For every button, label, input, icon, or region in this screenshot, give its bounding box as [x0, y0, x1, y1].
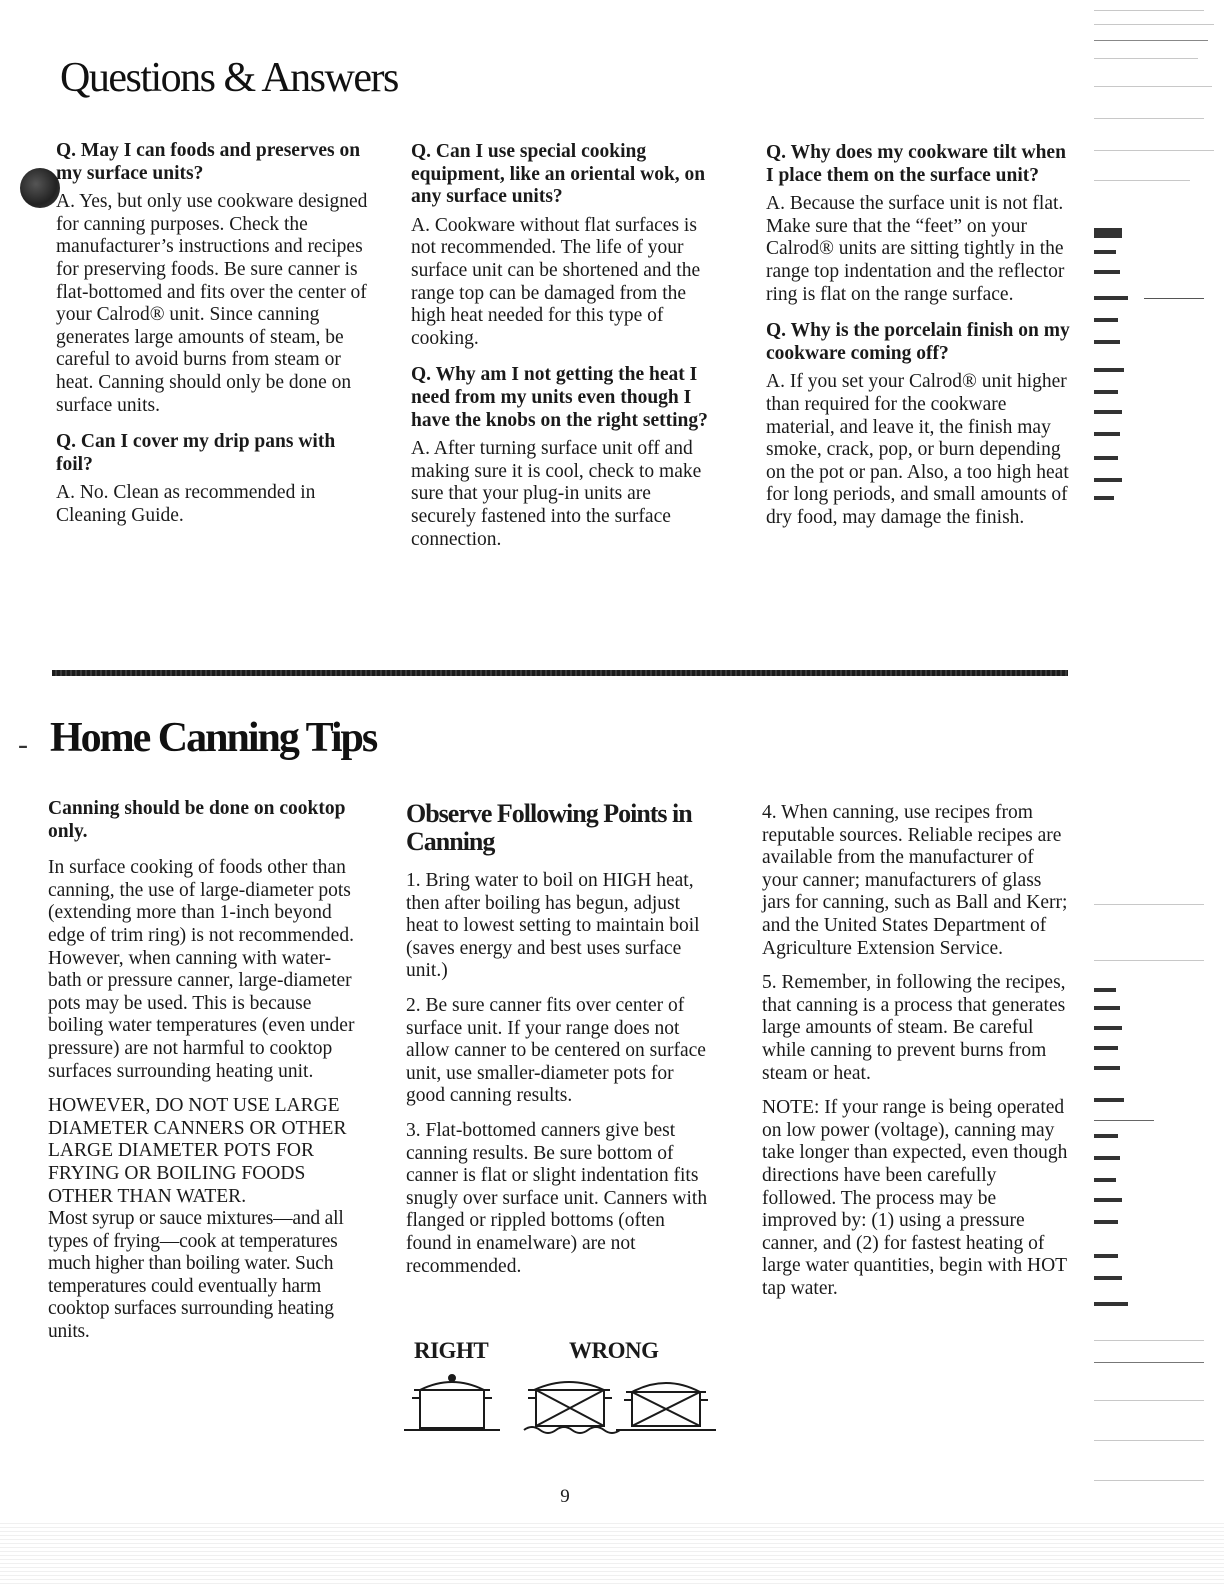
answer-5: A. Because the surface unit is not flat. Make sure that the “feet” on your Calrod® units are sitting tightly in the range top indentation and the reflector ring is flat on the range surface.	[766, 193, 1065, 305]
question-6: Q. Why is the porcelain finish on my cookware coming off?	[766, 320, 1070, 364]
point-4: 4. When canning, use recipes from reputable sources. Reliable recipes are available from the manufacturer of your canner; manufacturers of glass jars for canning, such as Ball and Kerr; and the United States Department of Agriculture Extension Service.	[762, 802, 1068, 959]
observe-heading: Observe Following Points in Canning	[406, 799, 692, 856]
canning-column-1	[48, 798, 360, 1356]
point-1: 1. Bring water to boil on HIGH heat, then after boiling has begun, adjust heat to lowest setting to maintain boil (saves energy and best uses surface unit.)	[406, 870, 700, 982]
scanned-page-edge	[1088, 0, 1224, 1584]
answer-3: A. Cookware without flat surfaces is not recommended. The life of your surface unit can be shortened and the range top can be damaged from the high heat needed for this type of cooking.	[411, 214, 701, 349]
qa-column-1	[56, 140, 368, 542]
question-4: Q. Why am I not getting the heat I need from my units even though I have the knobs on the right setting?	[411, 364, 708, 431]
qa-column-2	[411, 141, 716, 565]
qa-column-3	[766, 142, 1076, 544]
canning-paragraph-2: Most syrup or sauce mixtures—and all types of frying—cook at temperatures much higher than boiling water. Such temperatures could eventually harm cooktop surfaces surrounding heating units.	[48, 1208, 344, 1343]
answer-6: A. If you set your Calrod® unit higher than required for the cookware material, and leave it, the finish may smoke, crack, pop, or burn depending on the pot or pan. Also, a too high heat for long periods, and small amounts of dry food, may damage the finish.	[766, 371, 1069, 528]
question-5: Q. Why does my cookware tilt when I place them on the surface unit?	[766, 142, 1066, 186]
question-2: Q. Can I cover my drip pans with foil?	[56, 431, 336, 475]
margin-dash: -	[18, 728, 28, 761]
wrong-canner-icon	[524, 1382, 620, 1433]
correct-canner-icon	[404, 1375, 500, 1430]
answer-2: A. No. Clean as recommended in Cleaning Guide.	[56, 482, 316, 526]
section-title-home-canning-tips: Home Canning Tips	[50, 715, 377, 761]
canning-note: NOTE: If your range is being operated on low power (voltage), canning may take longer than expected, even though directions have been carefully followed. The process may be improved by: (1) using a pressure canner, and (2) for fastest heating of large water quantities, begin with HOT tap water.	[762, 1097, 1068, 1299]
canning-paragraph-1: In surface cooking of foods other than canning, the use of large-diameter pots (extending more than 1-inch beyond edge of trim ring) is not recommended. However, when canning with water-bath or pressure canner, large-diameter pots may be used. This is because boiling water temperatures (even under pressure) are not harmful to cooktop surfaces surrounding heating unit.	[48, 857, 355, 1082]
answer-1: A. Yes, but only use cookware designed for canning purposes. Check the manufacturer’s instructions and recipes for preserving foods. Be sure canner is flat-bottomed and fits over the center of your Calrod® unit. Since canning generates large amounts of steam, be careful to avoid burns from steam or heat. Canning should only be done on surface units.	[56, 191, 368, 416]
section-divider	[52, 670, 1068, 676]
canner-illustration	[404, 1370, 716, 1436]
wrong-canner-icon	[616, 1383, 716, 1430]
section-title-questions-answers: Questions & Answers	[60, 55, 398, 101]
canning-column-2	[406, 800, 711, 1290]
point-3: 3. Flat-bottomed canners give best canning results. Be sure bottom of canner is flat or slight indentation fits snugly over surface unit. Canners with flanged or rippled bottoms (often found in enamelware) are not recommended.	[406, 1119, 708, 1277]
canning-heading: Canning should be done on cooktop only.	[48, 798, 346, 842]
right-label: RIGHT	[414, 1338, 489, 1363]
point-5: 5. Remember, in following the recipes, that canning is a process that generates large amounts of steam. Be careful while canning to prevent burns from steam or heat.	[762, 972, 1066, 1084]
margin-blot	[20, 168, 60, 208]
question-3: Q. Can I use special cooking equipment, like an oriental wok, on any surface units?	[411, 141, 706, 208]
canning-column-3	[762, 802, 1074, 1312]
point-2: 2. Be sure canner fits over center of surface unit. If your range does not allow canner to be centered on surface unit, use smaller-diameter pots for good canning results.	[406, 994, 706, 1107]
page-number: 9	[560, 1486, 570, 1507]
question-1: Q. May I can foods and preserves on my surface units?	[56, 140, 361, 184]
wrong-label: WRONG	[569, 1338, 659, 1363]
answer-4: A. After turning surface unit off and making sure it is cool, check to make sure that your plug-in units are securely fastened into the surface connection.	[411, 438, 702, 550]
scan-noise-bottom	[0, 1522, 1224, 1584]
canning-warning: HOWEVER, DO NOT USE LARGE DIAMETER CANNERS OR OTHER LARGE DIAMETER POTS FOR FRYING OR BOILING FOODS OTHER THAN WATER.	[48, 1095, 347, 1207]
